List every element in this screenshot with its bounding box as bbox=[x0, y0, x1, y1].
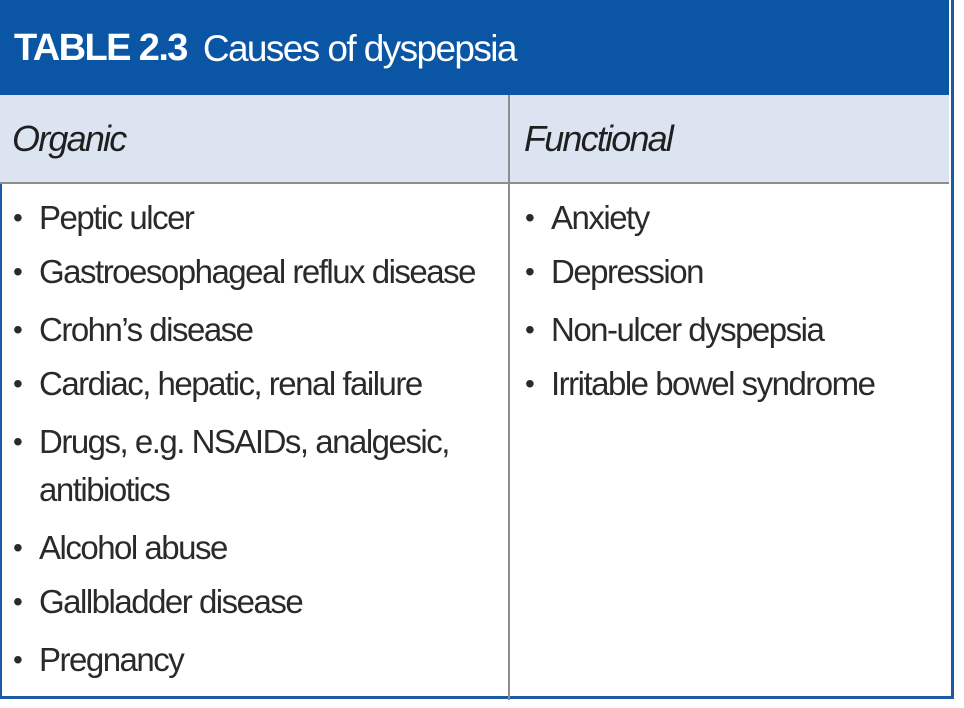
bullet-icon: • bbox=[13, 426, 22, 457]
list-item bbox=[10, 360, 500, 408]
list-item bbox=[10, 306, 500, 354]
list-item bbox=[522, 306, 942, 354]
bullet-icon: • bbox=[525, 202, 534, 233]
list-item bbox=[10, 636, 500, 684]
list-item bbox=[10, 418, 500, 514]
list-item-text: Crohn’s disease bbox=[39, 311, 253, 348]
table-caption: Causes of dyspepsia bbox=[202, 27, 516, 69]
list-item bbox=[10, 248, 500, 296]
column-divider bbox=[508, 95, 510, 700]
bullet-icon: • bbox=[13, 644, 22, 675]
list-item-text: Peptic ulcer bbox=[39, 199, 194, 236]
table-title-bar bbox=[0, 0, 949, 95]
list-item-text: Cardiac, hepatic, renal failure bbox=[39, 365, 422, 402]
list-item bbox=[522, 248, 942, 296]
bullet-icon: • bbox=[525, 368, 534, 399]
bullet-icon: • bbox=[13, 532, 22, 563]
table-number: TABLE 2.3 bbox=[14, 27, 187, 69]
column-header-organic: Organic bbox=[12, 117, 126, 159]
bullet-icon: • bbox=[525, 256, 534, 287]
list-item bbox=[10, 524, 500, 572]
list-item bbox=[10, 578, 500, 626]
list-item-text: Depression bbox=[551, 253, 703, 290]
list-item-text: Gallbladder disease bbox=[39, 583, 303, 620]
list-item-text: Irritable bowel syndrome bbox=[551, 365, 875, 402]
bullet-icon: • bbox=[13, 368, 22, 399]
table-header-row bbox=[0, 95, 949, 184]
list-item-text: Pregnancy bbox=[39, 641, 184, 678]
column-header-functional: Functional bbox=[524, 117, 673, 159]
list-item-text: Alcohol abuse bbox=[39, 529, 227, 566]
list-item bbox=[522, 360, 942, 408]
functional-causes-list bbox=[522, 184, 942, 408]
bullet-icon: • bbox=[13, 256, 22, 287]
bullet-icon: • bbox=[525, 314, 534, 345]
list-item-text: Anxiety bbox=[551, 199, 649, 236]
bullet-icon: • bbox=[13, 314, 22, 345]
bullet-icon: • bbox=[13, 202, 22, 233]
list-item-text: Non-ulcer dyspepsia bbox=[551, 311, 824, 348]
organic-causes-list bbox=[10, 184, 500, 684]
bullet-icon: • bbox=[13, 586, 22, 617]
list-item bbox=[522, 194, 942, 242]
list-item-text: Drugs, e.g. NSAIDs, analgesic, antibiotics bbox=[39, 423, 449, 508]
list-item bbox=[10, 194, 500, 242]
list-item-text: Gastroesophageal reflux disease bbox=[39, 253, 475, 290]
